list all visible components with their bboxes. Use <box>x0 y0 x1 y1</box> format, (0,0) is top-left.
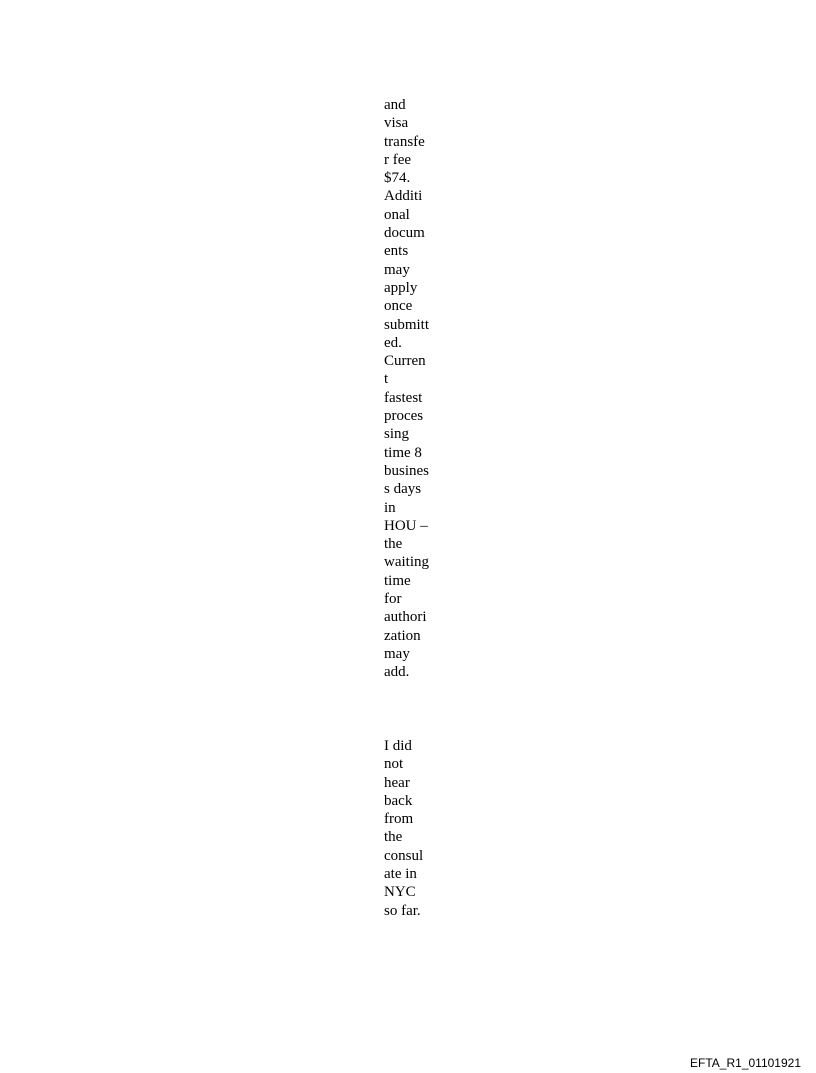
text-line: and <box>384 97 406 113</box>
text-line: Additi <box>384 188 423 205</box>
paragraph-consulate-reply <box>384 737 444 920</box>
text-line: may <box>384 645 410 662</box>
text-line: submitt <box>384 316 430 333</box>
text-line: $74. <box>384 170 411 187</box>
text-line: ate in <box>384 866 417 883</box>
text-line: sing <box>384 426 410 443</box>
text-line: authori <box>384 609 427 626</box>
text-line: back <box>384 792 413 809</box>
text-line: time <box>384 572 411 589</box>
text-line: Curren <box>384 353 426 370</box>
paragraph-fee-processing <box>384 96 444 682</box>
text-line: fastest <box>384 389 423 406</box>
text-line: for <box>384 591 402 608</box>
document-id-footer: EFTA_R1_01101921 <box>690 1056 801 1070</box>
text-line: proces <box>384 408 424 425</box>
text-line: consul <box>384 847 424 864</box>
text-line: apply <box>384 279 418 296</box>
text-line: docum <box>384 225 425 242</box>
text-line: transfe <box>384 133 425 150</box>
text-line: once <box>384 298 413 315</box>
text-line: the <box>384 536 403 553</box>
text-line: may <box>384 261 410 278</box>
text-line: in <box>384 499 396 516</box>
text-line: the <box>384 829 403 846</box>
text-line: ed. <box>384 334 402 351</box>
text-line: NYC <box>384 884 416 901</box>
text-line: t <box>384 371 389 388</box>
text-line: I did <box>384 738 412 754</box>
text-line: time 8 <box>384 444 422 461</box>
text-line: zation <box>384 627 421 644</box>
text-line: HOU – <box>384 517 428 534</box>
text-line: s days <box>384 481 422 498</box>
text-line: onal <box>384 206 410 223</box>
text-line: not <box>384 756 404 773</box>
text-line: visa <box>384 115 409 132</box>
text-line: busines <box>384 462 429 479</box>
text-line: waiting <box>384 554 429 571</box>
text-line: ents <box>384 243 409 260</box>
text-line: r fee <box>384 151 412 168</box>
text-line: add. <box>384 664 410 681</box>
text-line: hear <box>384 774 410 791</box>
text-line: so far. <box>384 902 421 919</box>
text-line: from <box>384 811 414 828</box>
